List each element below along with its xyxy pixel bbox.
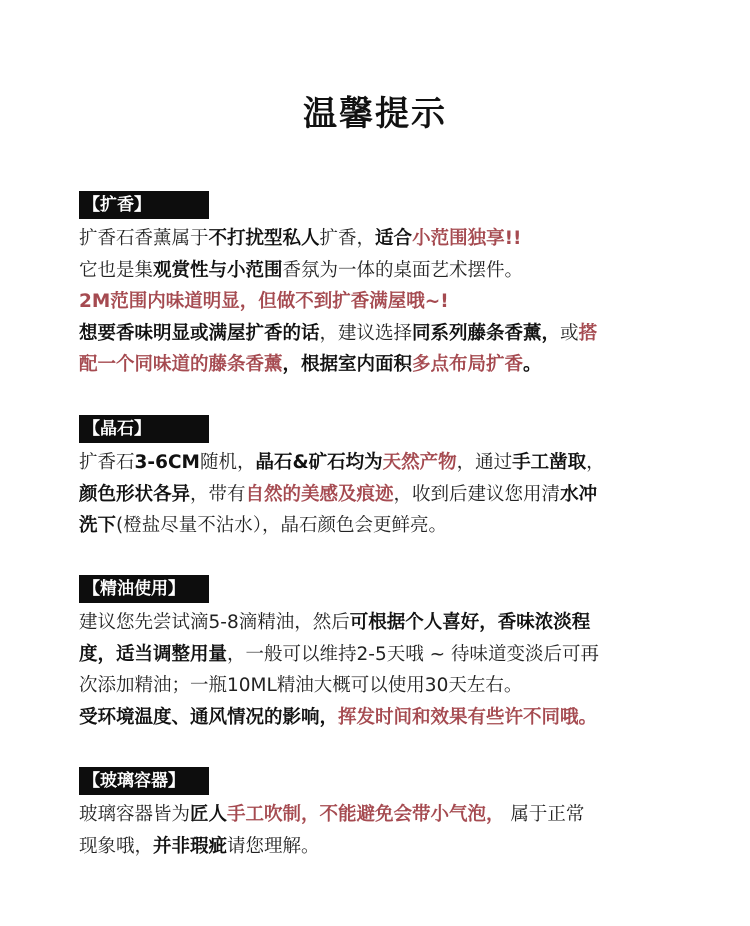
section-label: 【玻璃容器】: [79, 767, 209, 795]
body-text: ，通过: [456, 452, 513, 473]
body-text: 随机，: [199, 452, 256, 473]
body-text: ，带有: [190, 483, 246, 505]
section-body: [79, 607, 679, 733]
body-text: (橙盐尽量不沾水），晶石颜色会更鲜亮。: [116, 515, 447, 536]
bold-text: 观赏性与小范围: [153, 259, 283, 281]
bold-text: 可根据个人喜好，香味浓淡程: [349, 612, 591, 633]
highlight-text: 搭: [578, 322, 598, 344]
text-line: [79, 831, 679, 863]
highlight-text: 多点布局扩香: [412, 354, 524, 375]
bold-text: 。: [523, 354, 542, 375]
bold-text: 适合: [375, 228, 413, 249]
text-line: [79, 702, 679, 734]
bold-text: 匠人: [190, 804, 228, 825]
bold-text: 并非瑕疵: [153, 835, 228, 857]
text-line: [79, 349, 679, 381]
body-text: 它也是集: [79, 259, 154, 281]
text-line: [79, 639, 679, 671]
bold-text: 同系列藤条香薰，: [412, 322, 561, 344]
highlight-text: 2M范围内味道明显，但做不到扩香满屋哦~!: [79, 291, 449, 312]
highlight-text: 挥发时间和效果有些许不同哦。: [338, 706, 598, 728]
text-line: [79, 607, 679, 639]
highlight-text: 手工吹制，不能避免会带小气泡，: [227, 804, 505, 825]
bold-text: 想要香味明显或满屋扩香的话: [79, 322, 320, 344]
body-text: 扩香石香薰属于: [79, 228, 209, 249]
bold-text: 晶石&矿石均为: [255, 452, 383, 473]
body-text: 次添加精油；一瓶10ML精油大概可以使用30天左右。: [79, 675, 523, 696]
bold-text: 手工凿取: [512, 452, 587, 473]
bold-text: 3-6CM: [134, 452, 200, 473]
section-label: 【精油使用】: [79, 575, 209, 603]
section-label: 【晶石】: [79, 415, 209, 443]
section-body: [79, 223, 679, 381]
text-line: [79, 447, 679, 479]
body-text: ，建议选择: [319, 322, 413, 344]
section-body: [79, 799, 679, 862]
section-essential-oil: [79, 575, 679, 733]
highlight-text: 自然的美感及痕迹: [245, 483, 394, 505]
text-line: [79, 255, 679, 287]
body-text: ，一般可以维持2-5天哦 ~ 待味道变淡后可再: [227, 643, 599, 665]
section-label: 【扩香】: [79, 191, 209, 219]
body-text: 现象哦，: [79, 835, 154, 857]
text-line: [79, 318, 679, 350]
bold-text: 度，适当调整用量: [79, 643, 228, 665]
bold-text: 受环境温度、通风情况的影响，: [79, 706, 339, 728]
body-text: 属于正常: [504, 804, 585, 825]
text-line: [79, 286, 679, 318]
body-text: ，: [586, 452, 605, 473]
bold-text: 颜色形状各异: [79, 483, 191, 505]
body-text: ，收到后建议您用清: [393, 483, 561, 505]
body-text: 建议您先尝试滴5-8滴精油，然后: [79, 612, 350, 633]
body-text: 扩香石: [79, 452, 135, 473]
section-body: [79, 447, 679, 542]
body-text: 或: [560, 322, 579, 344]
bold-text: 不打扰型私人: [208, 228, 320, 249]
highlight-text: 天然产物: [382, 452, 457, 473]
section-diffuse: [79, 191, 679, 381]
text-line: [79, 670, 679, 702]
body-text: 请您理解。: [227, 835, 320, 857]
body-text: 扩香，: [319, 228, 376, 249]
text-line: [79, 510, 679, 542]
text-line: [79, 479, 679, 511]
highlight-text: 小范围独享!!: [412, 228, 522, 249]
section-glass-container: [79, 767, 679, 862]
body-text: 香氛为一体的桌面艺术摆件。: [282, 259, 524, 281]
body-text: 玻璃容器皆为: [79, 804, 191, 825]
text-line: [79, 223, 679, 255]
section-crystal: [79, 415, 679, 542]
bold-text: 水冲: [560, 483, 598, 505]
highlight-text: 配一个同味道的藤条香薰: [79, 354, 283, 375]
text-line: [79, 799, 679, 831]
bold-text: 洗下: [79, 515, 117, 536]
page-title: 温馨提示: [303, 94, 447, 134]
bold-text: ，根据室内面积: [282, 354, 413, 375]
